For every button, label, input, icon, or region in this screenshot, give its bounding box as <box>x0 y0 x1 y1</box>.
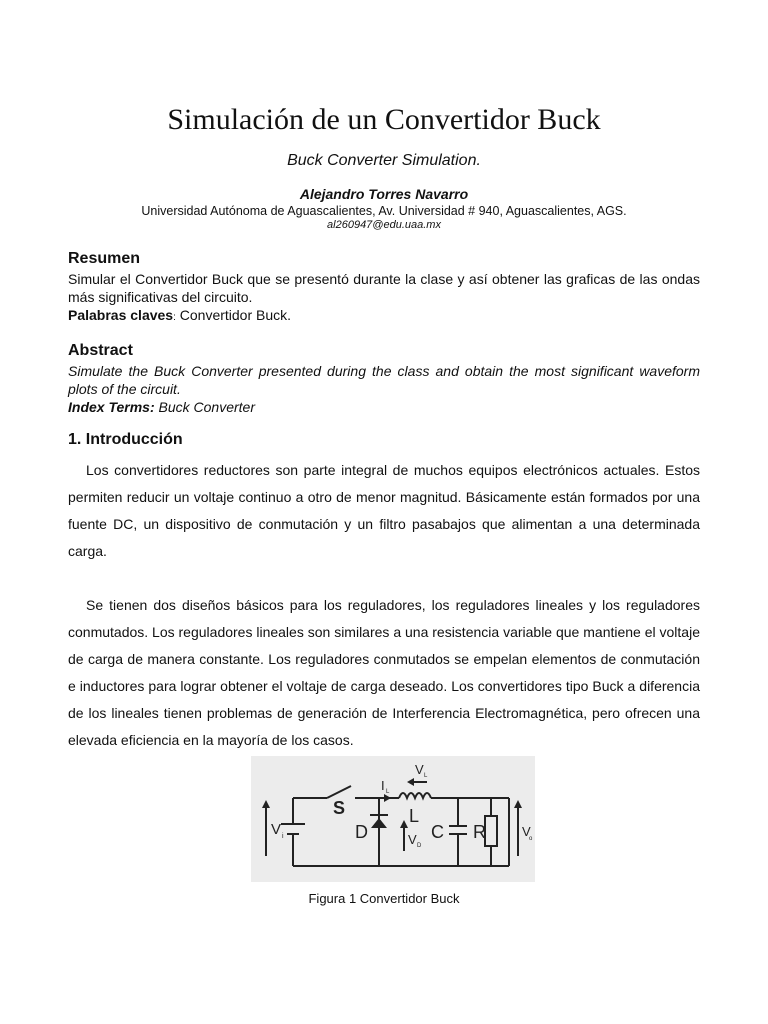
author-email: al260947@edu.uaa.mx <box>327 219 441 231</box>
label-vi-sub: i <box>282 833 284 840</box>
author-name: Alejandro Torres Navarro <box>299 186 469 202</box>
figure-caption: Figura 1 Convertidor Buck <box>308 891 460 906</box>
label-s: S <box>333 798 346 818</box>
resumen-text: Simular el Convertidor Buck que se presentó durante la clase y así obtener las graficas de las ondas más significativas del circuito. <box>68 271 700 305</box>
label-vd: V <box>408 832 417 847</box>
label-vo-sub: o <box>529 836 533 842</box>
index-terms-label: Index Terms: <box>68 399 155 415</box>
label-vi: V <box>271 821 282 838</box>
label-l: L <box>409 806 420 826</box>
label-il: I <box>381 778 385 793</box>
label-vl: V <box>415 762 424 777</box>
buck-circuit-diagram <box>251 756 535 882</box>
paper-title: Simulación de un Convertidor Buck <box>167 103 601 136</box>
keywords-value: Convertidor Buck. <box>175 307 292 323</box>
palabras-claves <box>68 307 291 323</box>
paper-subtitle: Buck Converter Simulation. <box>287 152 481 169</box>
label-vd-sub: D <box>417 843 422 849</box>
abstract-heading: Abstract <box>68 342 133 359</box>
index-terms <box>68 399 255 415</box>
label-c: C <box>431 822 444 842</box>
abstract-text: Simulate the Buck Converter presented during the class and obtain the most significant waveform plots of the circuit. <box>68 363 700 397</box>
keywords-separator: : <box>173 312 176 323</box>
intro-heading: 1. Introducción <box>68 431 183 448</box>
label-vo: V <box>522 824 531 839</box>
index-terms-value: Buck Converter <box>154 399 255 415</box>
label-il-sub: L <box>386 789 390 795</box>
resumen-heading: Resumen <box>68 250 141 267</box>
author-affiliation: Universidad Autónoma de Aguascalientes, Av. Universidad # 940, Aguascalientes, AGS. <box>141 204 627 218</box>
keywords-label: Palabras claves <box>68 307 174 323</box>
buck-converter-figure <box>251 756 535 882</box>
label-vl-sub: L <box>424 773 428 779</box>
label-d: D <box>355 822 368 842</box>
label-r: R <box>473 822 486 842</box>
intro-paragraph-1: Los convertidores reductores son parte integral de muchos equipos electrónicos actuales. Estos permiten reducir un voltaje continuo a otro de menor magnitud. Básicamente están formados por una fuente DC, un dispositivo de conmutación y un filtro pasabajos que alimentan a una determinada carga. <box>68 462 700 559</box>
intro-paragraph-2: Se tienen dos diseños básicos para los reguladores, los reguladores lineales y los reguladores conmutados. Los reguladores lineales son similares a una resistencia variable que mantiene el voltaje de carga de manera constante. Los reguladores conmutados se empelan elementos de conmutación e inductores para lograr obtener el voltaje de carga deseado. Los convertidores tipo Buck a diferencia de los lineales tienen problemas de generación de Interferencia Electromagnética, pero ofrecen una elevada eficiencia en la mayoría de los casos. <box>68 597 700 748</box>
